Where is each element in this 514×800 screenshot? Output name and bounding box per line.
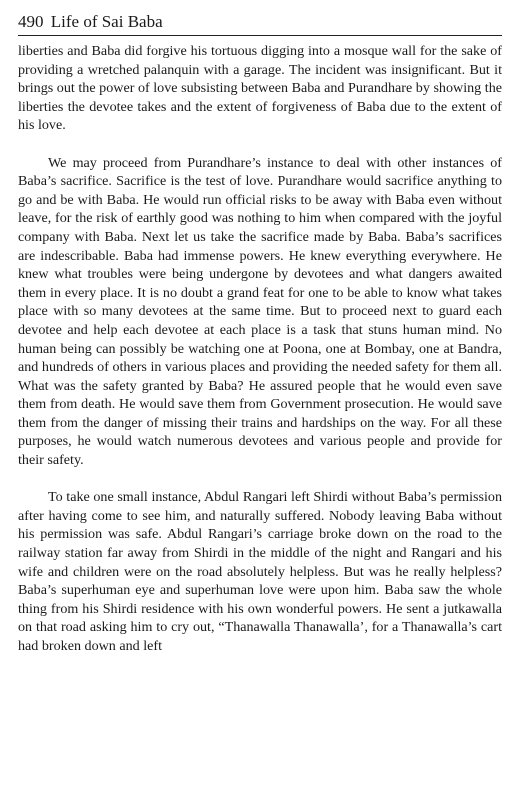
running-header (18, 12, 502, 36)
body-text (18, 42, 502, 656)
paragraph-1: liberties and Baba did forgive his tortuous digging into a mosque wall for the sake of providing a wretched palanquin with a garage. The incident was insignificant. But it brings out the power of love subsisting between Baba and Purandhare by showing the liberties the devotee takes and the extent of forgiveness of Baba due to the extent of his love. (18, 43, 502, 134)
page-number: 490 (18, 12, 44, 31)
paragraph-2: We may proceed from Purandhare’s instance to deal with other instances of Baba’s sacrifice. Sacrifice is the test of love. Purandhare would sacrifice anything to go and be with Baba. He would run official risks to be away with Baba even without leave, for the risk of earthly good was nothing to him when compared with the joyful company with Baba. Next let us take the sacrifice made by Baba. Baba’s sacrifices are indescribable. Baba had immense powers. He knew everything everywhere. He knew what troubles were being undergone by devotees and what dangers awaited them in every place. It is no doubt a grand feat for one to be able to know what takes place with so many devotees at the same time. But to proceed next to guard each devotee and help each devotee at each place is a task that stuns human mind. No human being can possibly be watching one at Poona, one at Bombay, one at Bandra, and hundreds of others in various places and providing the needed safety for them all. What was the safety granted by Baba? He assured people that he would even save them from death. He would save them from Government prosecution. He would save them from the danger of missing their trains and hardships on the way. For all these purposes, he would watch numerous devotees and various people and provide for their safety. (18, 154, 502, 469)
running-title: Life of Sai Baba (50, 12, 163, 31)
book-page (18, 12, 502, 656)
paragraph-3: To take one small instance, Abdul Rangari left Shirdi without Baba’s permission after having come to see him, and naturally suffered. Nobody leaving Baba without his permission was safe. Abdul Rangari’s carriage broke down on the road to the railway station far away from Shirdi in the middle of the night and Rangari and his wife and children were on the road absolutely helpless. But was he really helpless? Baba’s superhuman eye and superhuman love were upon him. Baba saw the whole thing from his Shirdi residence with his own wonderful powers. He sent a jutkawalla on that road asking him to cry out, “Thanawalla Thanawalla’, for a Thanawalla’s cart had broken down and left (18, 489, 502, 654)
